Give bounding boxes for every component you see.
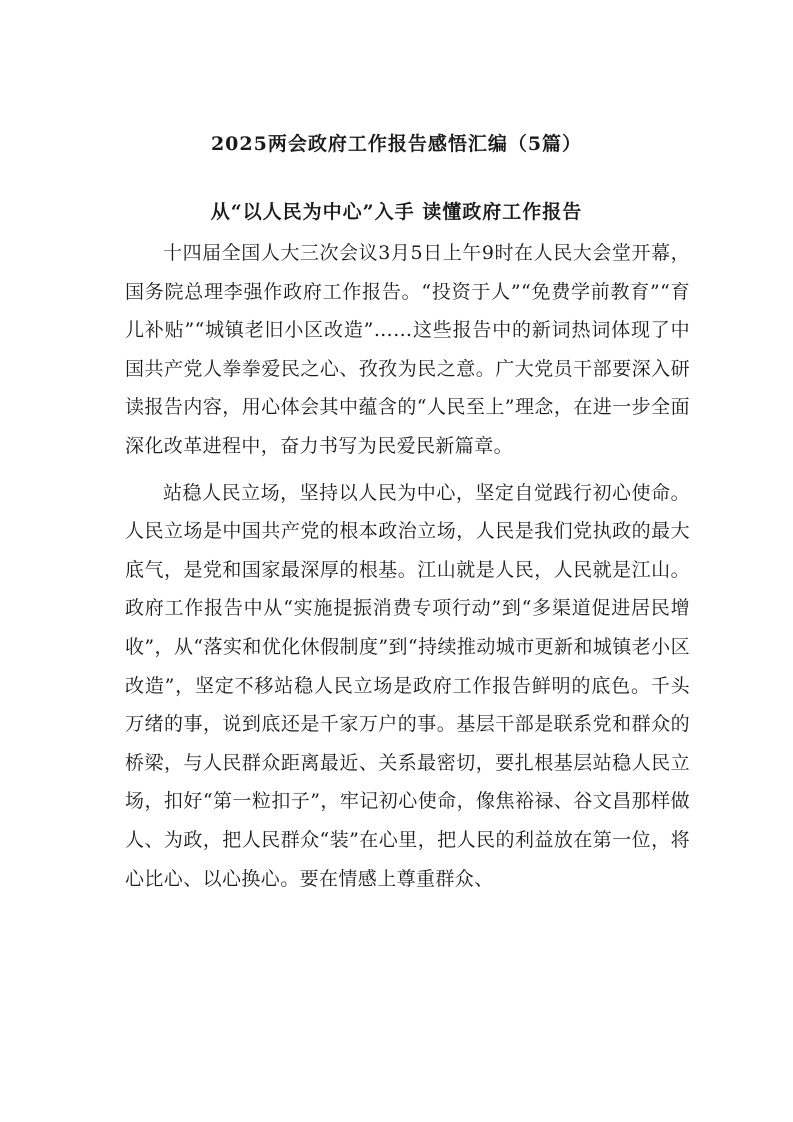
document-title: 2025两会政府工作报告感悟汇编（5篇）: [210, 133, 583, 155]
document-body: [125, 234, 690, 898]
paragraph-1: 十四届全国人大三次会议3月5日上午9时在人民大会堂开幕，国务院总理李强作政府工作报告。“投资于人”“免费学前教育”“育儿补贴”“城镇老旧小区改造”……这些报告中的新词热词体现了中国共产党人拳拳爱民之心、孜孜为民之意。广大党员干部要深入研读报告内容，用心体会其中蕴含的“人民至上”理念，在进一步全面深化改革进程中，奋力书写为民爱民新篇章。: [125, 242, 690, 457]
paragraph-2: 站稳人民立场，坚持以人民为中心，坚定自觉践行初心使命。人民立场是中国共产党的根本政治立场，人民是我们党执政的最大底气，是党和国家最深厚的根基。江山就是人民，人民就是江山。政府工作报告中从“实施提振消费专项行动”到“多渠道促进居民增收”，从“落实和优化休假制度”到“持续推动城市更新和城镇老小区改造”，坚定不移站稳人民立场是政府工作报告鲜明的底色。千头万绪的事，说到底还是千家万户的事。基层干部是联系党和群众的桥梁，与人民群众距离最近、关系最密切，要扎根基层站稳人民立场，扣好“第一粒扣子”，牢记初心使命，像焦裕禄、谷文昌那样做人、为政，把人民群众“装”在心里，把人民的利益放在第一位，将心比心、以心换心。要在情感上尊重群众、: [125, 481, 690, 890]
section-title: 从“以人民为中心”入手 读懂政府工作报告: [210, 201, 583, 223]
